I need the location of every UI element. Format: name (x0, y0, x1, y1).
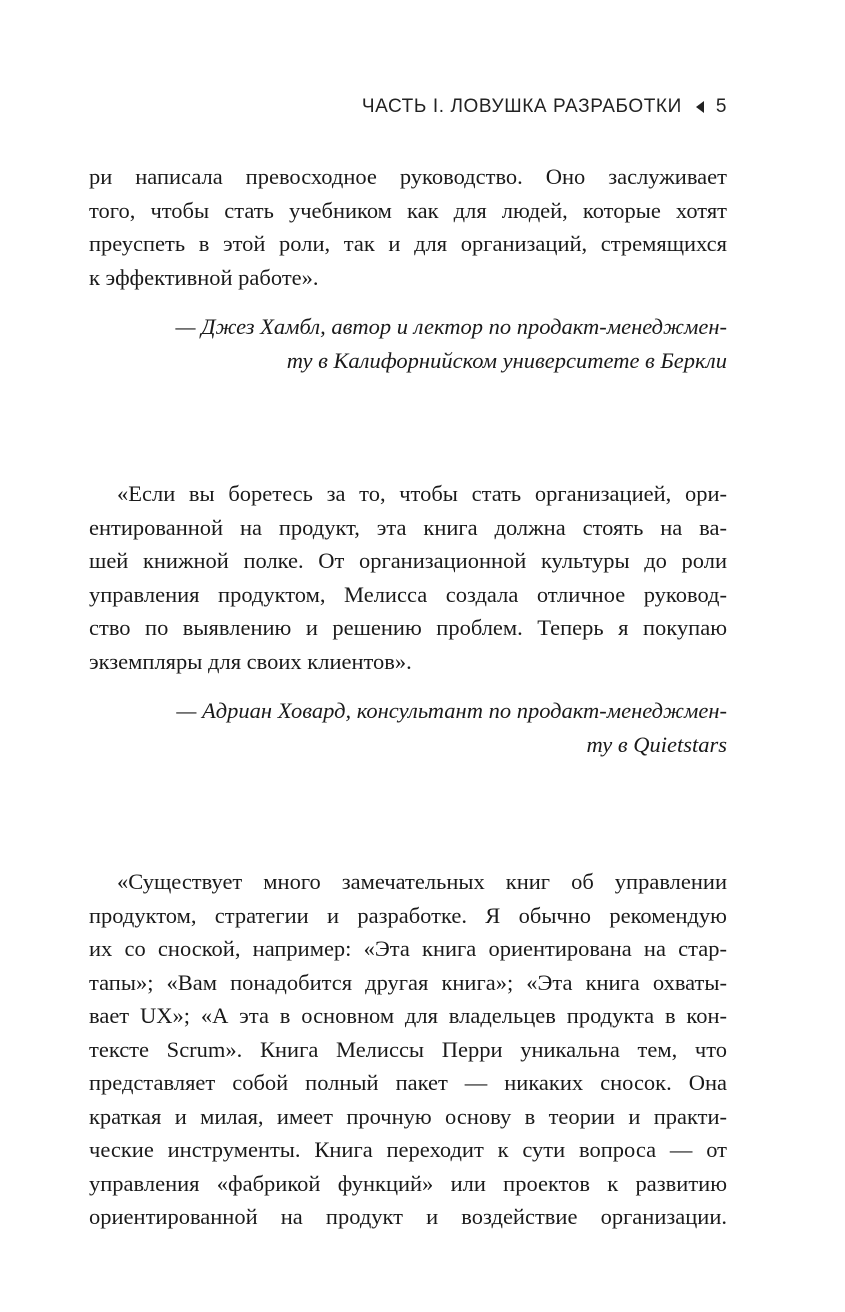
quote-line: тексте Scrum». Книга Мелиссы Перри уникальна тем, что (89, 1036, 727, 1062)
quote-line: управления «фабрикой функций» или проектов к развитию (89, 1170, 727, 1196)
quote-line: ентированной на продукт, эта книга должна стоять на ва- (89, 514, 727, 540)
quote-line: ри написала превосходное руководство. Оно заслуживает (89, 164, 727, 189)
quote-line: вает UX»; «А эта в основном для владельцев продукта в кон- (89, 1003, 727, 1028)
quote-1 (89, 160, 727, 294)
quote-2 (89, 477, 727, 678)
quote-line: ориентированной на продукт и воздействие организации. (89, 1204, 727, 1229)
attribution-line: ту в Quietstars (586, 731, 727, 757)
page-number: 5 (715, 96, 727, 117)
quote-line: того, чтобы стать учебником как для людей, которые хотят (89, 197, 727, 223)
attribution-line: — Адриан Ховард, консультант по продакт-менеджмен- (176, 698, 727, 723)
quote-line: краткая и милая, имеет прочную основу в теории и практи- (89, 1103, 727, 1129)
quote-line: их со сноской, например: «Эта книга ориентирована на стар- (89, 936, 727, 961)
quote-3 (89, 865, 727, 1234)
quote-line: представляет собой полный пакет — никаких сносок. Она (89, 1070, 727, 1095)
quote-line: продуктом, стратегии и разработке. Я обычно рекомендую (89, 902, 727, 928)
quote-line: экземпляры для своих клиентов». (89, 648, 412, 674)
quote-line: ство по выявлению и решению проблем. Теперь я покупаю (89, 615, 727, 640)
running-title: ЧАСТЬ I. ЛОВУШКА РАЗРАБОТКИ (361, 96, 682, 117)
attribution-line: — Джез Хамбл, автор и лектор по продакт-менеджмен- (175, 314, 727, 339)
page-body (89, 160, 727, 1234)
attribution-line: ту в Калифорнийском университете в Беркли (286, 347, 727, 373)
quote-line: ческие инструменты. Книга переходит к сути вопроса — от (89, 1137, 727, 1162)
quote-2-attribution (89, 694, 727, 761)
quote-line: к эффективной работе». (89, 264, 319, 290)
quote-line: управления продуктом, Мелисса создала отличное руковод- (89, 581, 727, 607)
quote-line: преуспеть в этой роли, так и для организаций, стремящихся (89, 231, 727, 256)
triangle-left-icon (696, 101, 704, 113)
quote-line: шей книжной полке. От организационной культуры до роли (89, 548, 727, 573)
quote-line: «Существует много замечательных книг об управлении (117, 869, 727, 894)
quote-1-attribution (89, 310, 727, 377)
quote-line: «Если вы боретесь за то, чтобы стать организацией, ори- (117, 481, 727, 506)
quote-line: тапы»; «Вам понадобится другая книга»; «Эта книга охваты- (89, 969, 727, 995)
running-header (362, 96, 727, 118)
